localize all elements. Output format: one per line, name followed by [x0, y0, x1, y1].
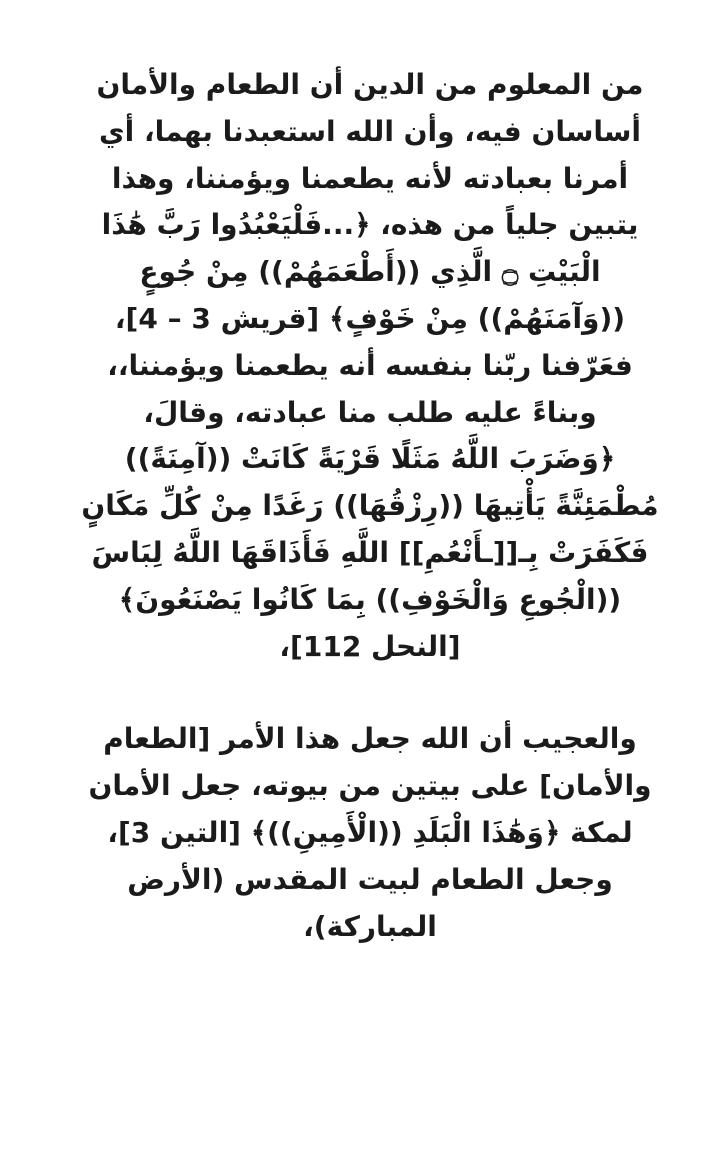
text-line: من المعلوم من الدين أن الطعام والأمان: [96, 68, 644, 101]
text-line: ﴿وَضَرَبَ اللَّهُ مَثَلًا قَرْيَةً كَانَتْ ((آمِنَةً)): [124, 442, 616, 476]
text-line: يتبين جلياً من هذه، ﴿...فَلْيَعْبُدُوا رَبَّ هَٰذَا: [101, 208, 639, 242]
text-line: المباركة)،: [303, 909, 437, 943]
text-line: فَكَفَرَتْ بِـ[[ـأَنْعُمِ]] اللَّهِ فَأَذَاقَهَا اللَّهُ لِبَاسَ: [91, 535, 649, 569]
text-line: فعَرّفنا ربّنا بنفسه أنه يطعمنا ويؤمننا،،: [107, 348, 633, 382]
text-line: والعجيب أن الله جعل هذا الأمر [الطعام: [103, 722, 637, 756]
text-line: ((وَآمَنَهُمْ)) مِنْ خَوْفٍ﴾ [قريش 3 – 4]،: [114, 301, 626, 335]
paragraph-food-security-worship: [60, 62, 680, 670]
text-line: ((الْجُوعِ وَالْخَوْفِ)) بِمَا كَانُوا يَصْنَعُونَ﴾: [118, 582, 622, 616]
text-line: وبناءً عليه طلب منا عبادته، وقالَ،: [143, 395, 597, 429]
text-line: الْبَيْتِ ۝ الَّذِي ((أَطْعَمَهُمْ)) مِنْ جُوعٍ: [139, 255, 601, 289]
paragraph-two-holy-houses: [60, 716, 680, 950]
text-line: أساسان فيه، وأن الله استعبدنا بهما، أي: [98, 114, 642, 148]
text-line: لمكة ﴿وَهَٰذَا الْبَلَدِ ((الْأَمِينِ))﴾ [التين 3]،: [107, 815, 633, 849]
text-line: أمرنا بعبادته لأنه يطعمنا ويؤمننا، وهذا: [111, 161, 629, 195]
text-line: مُطْمَئِنَّةً يَأْتِيهَا ((رِزْقُهَا)) رَغَدًا مِنْ كُلِّ مَكَانٍ: [81, 489, 659, 523]
document-body: [60, 62, 680, 950]
text-line: وجعل الطعام لبيت المقدس (الأرض: [127, 862, 613, 896]
text-line: والأمان] على بيتين من بيوته، جعل الأمان: [88, 769, 652, 803]
text-line: [النحل 112]،: [279, 629, 461, 663]
